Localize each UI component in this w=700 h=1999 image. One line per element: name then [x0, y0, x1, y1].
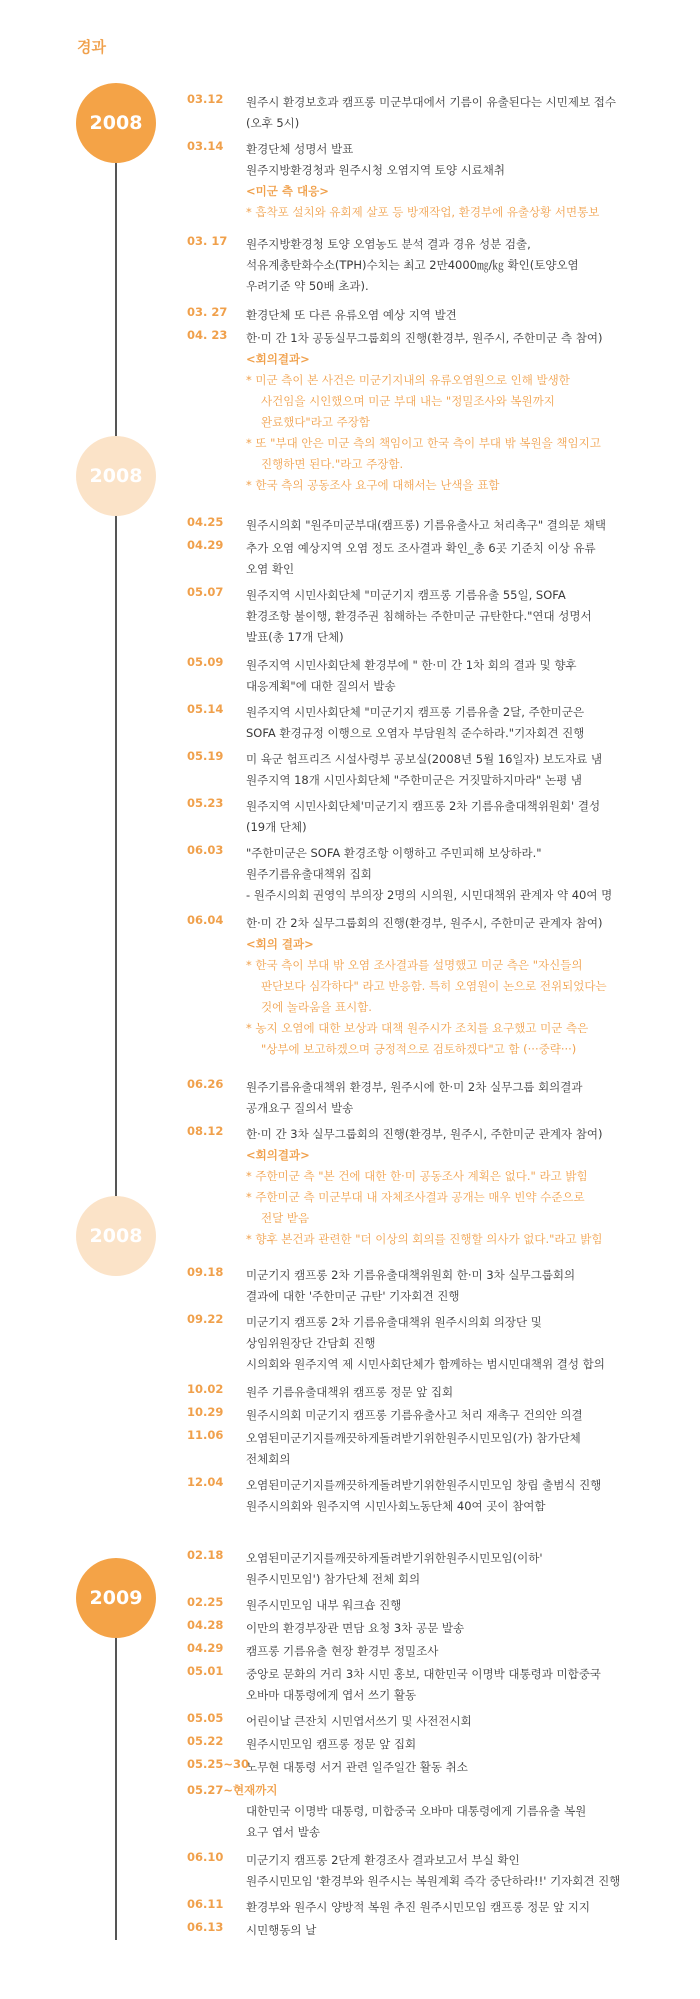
entry-line: 전체회의	[246, 1452, 291, 1466]
entry-body	[246, 1897, 686, 1918]
entry-line: 어린이날 큰잔치 시민엽서쓰기 및 사전전시회	[246, 1714, 472, 1728]
entry-line: 이만의 환경부장관 면담 요청 3차 공문 발송	[246, 1621, 465, 1635]
entry-line: 미군기지 캠프롱 2차 기름유출대책위 원주시의회 의장단 및	[246, 1315, 542, 1329]
entry-body	[246, 843, 686, 906]
entry-date: 05.14	[187, 702, 224, 716]
entry-line: 미군기지 캠프롱 2단계 환경조사 결과보고서 부실 확인	[246, 1853, 520, 1867]
entry-date: 04.28	[187, 1618, 224, 1632]
entry-line: 우려기준 약 50배 초과).	[246, 279, 369, 293]
entry-date: 10.02	[187, 1382, 224, 1396]
entry-line: 05.27~현재까지	[187, 1783, 278, 1797]
entry-body	[246, 1548, 686, 1590]
entry-body	[246, 1734, 686, 1755]
entry-line: 대한민국 이명박 대통령, 미합중국 오바마 대통령에게 기름유출 복원	[246, 1804, 587, 1818]
entry-line: 원주시민모임 내부 워크숍 진행	[246, 1598, 402, 1612]
timeline-line	[115, 125, 117, 1260]
entry-line: 원주지방환경청 토양 오염농도 분석 결과 경유 성분 검출,	[246, 237, 531, 251]
entry-date: 10.29	[187, 1405, 224, 1419]
entry-line: 원주기름유출대책위 환경부, 원주시에 한·미 2차 실무그룹 회의결과	[246, 1080, 583, 1094]
entry-date: 09.18	[187, 1265, 224, 1279]
entry-line: 캠프롱 기름유출 현장 환경부 정밀조사	[246, 1644, 439, 1658]
entry-line: 노무현 대통령 서거 관련 일주일간 활동 취소	[246, 1760, 468, 1774]
entry-note: * 농지 오염에 대한 보상과 대책 원주시가 조치를 요구했고 미군 측은	[246, 1021, 589, 1035]
entry-note: "상부에 보고하겠으며 긍정적으로 검토하겠다"고 함 (···중략···)	[261, 1042, 577, 1056]
entry-line: 원주시민모임') 참가단체 전체 회의	[246, 1572, 421, 1586]
entry-line: 상임위원장단 간담회 진행	[246, 1336, 376, 1350]
entry-date: 05.22	[187, 1734, 224, 1748]
entry-subheading: <회의결과>	[246, 1148, 310, 1162]
entry-body	[246, 1757, 686, 1778]
entry-date: 06.13	[187, 1920, 224, 1934]
entry-line: 원주 기름유출대책위 캠프롱 정문 앞 집회	[246, 1385, 454, 1399]
entry-line: 원주시민모임 '환경부와 원주시는 복원계획 즉각 중단하라!!' 기자회견 진행	[246, 1874, 621, 1888]
entry-line: 오염 확인	[246, 562, 295, 576]
entry-body	[246, 305, 686, 326]
entry-date: 05.25~30	[187, 1757, 250, 1771]
entry-note: * 주한미군 측 "본 건에 대한 한·미 공동조사 계획은 없다." 라고 밝힘	[246, 1169, 588, 1183]
entry-line: 오염된미군기지를깨끗하게돌려받기위한원주시민모임 창립 출범식 진행	[246, 1478, 602, 1492]
entry-note: * 향후 본건과 관련한 "더 이상의 회의를 진행할 의사가 없다."라고 밝힘	[246, 1232, 603, 1246]
entry-note: * 흡착포 설치와 유회제 살포 등 방재작업, 환경부에 유출상황 서면통보	[246, 205, 600, 219]
entry-body	[246, 538, 686, 580]
entry-line: 원주지역 18개 시민사회단체 "주한미군은 거짓말하지마라" 논평 냄	[246, 773, 582, 787]
entry-body	[246, 655, 686, 697]
entry-body	[246, 92, 686, 134]
entry-body	[246, 1618, 686, 1639]
entry-line: 원주지역 시민사회단체'미군기지 캠프롱 2차 기름유출대책위원회' 결성	[246, 799, 601, 813]
entry-date: 06.11	[187, 1897, 224, 1911]
entry-date: 04.29	[187, 1641, 224, 1655]
entry-body	[246, 1405, 686, 1426]
entry-note: * 한국 측이 부대 밖 오염 조사결과를 설명했고 미군 측은 "자신들의	[246, 958, 583, 972]
entry-line: 중앙로 문화의 거리 3차 시민 홍보, 대한민국 이명박 대통령과 미합중국	[246, 1667, 601, 1681]
entry-subheading: <회의결과>	[246, 352, 310, 366]
entry-line: 오바마 대통령에게 엽서 쓰기 활동	[246, 1688, 417, 1702]
entry-date: 03.12	[187, 92, 224, 106]
entry-line: 원주지방환경청과 원주시청 오염지역 토양 시료채취	[246, 163, 506, 177]
entry-line: 원주시민모임 캠프롱 정문 앞 집회	[246, 1737, 417, 1751]
entry-line: 미 육군 험프리즈 시설사령부 공보실(2008년 5월 16일자) 보도자료 냄	[246, 752, 603, 766]
entry-date: 05.05	[187, 1711, 224, 1725]
entry-line: 한·미 간 3차 실무그룹회의 진행(환경부, 원주시, 주한미군 관계자 참여)	[246, 1127, 603, 1141]
entry-line: 대응계획"에 대한 질의서 발송	[246, 679, 396, 693]
entry-body	[246, 1850, 686, 1892]
year-badge: 2008	[76, 1196, 156, 1276]
entry-subheading: <회의 결과>	[246, 937, 314, 951]
entry-note: 것에 놀라움을 표시함.	[261, 1000, 372, 1014]
entry-body	[246, 234, 686, 297]
year-badge: 2009	[76, 1558, 156, 1638]
entry-note: 진행하면 된다."라고 주장함.	[261, 457, 404, 471]
entry-date: 12.04	[187, 1475, 224, 1489]
entry-date: 04.25	[187, 515, 224, 529]
entry-note: * 주한미군 측 미군부대 내 자체조사결과 공개는 매우 빈약 수준으로	[246, 1190, 585, 1204]
entry-note: 완료했다"라고 주장함	[261, 415, 370, 429]
section-heading: 경과	[77, 38, 106, 56]
entry-line: 공개요구 질의서 발송	[246, 1101, 354, 1115]
entry-line: 요구 엽서 발송	[246, 1825, 320, 1839]
entry-date: 09.22	[187, 1312, 224, 1326]
entry-line: 원주시의회와 원주지역 시민사회노동단체 40여 곳이 참여함	[246, 1499, 546, 1513]
entry-date: 05.07	[187, 585, 224, 599]
entry-date: 11.06	[187, 1428, 224, 1442]
entry-note: 판단보다 심각하다" 라고 반응함. 특히 오염원이 논으로 전위되었다는	[261, 979, 607, 993]
entry-line: - 원주시의회 권영익 부의장 2명의 시의원, 시민대책위 관계자 약 40여 명	[246, 888, 613, 902]
entry-line: 환경단체 성명서 발표	[246, 142, 354, 156]
entry-line: 미군기지 캠프롱 2차 기름유출대책위원회 한·미 3차 실무그룹회의	[246, 1268, 576, 1282]
entry-line: 발표(총 17개 단체)	[246, 630, 344, 644]
entry-date: 06.04	[187, 913, 224, 927]
entry-line: (오후 5시)	[246, 116, 300, 130]
entry-body	[246, 1077, 686, 1119]
entry-line: 오염된미군기지를깨끗하게돌려받기위한원주시민모임(이하'	[246, 1551, 543, 1565]
entry-body	[246, 515, 686, 536]
entry-line: 환경조항 불이행, 환경주권 침해하는 주한미군 규탄한다."연대 성명서	[246, 609, 592, 623]
entry-line: 원주시의회 "원주미군부대(캠프롱) 기름유출사고 처리촉구" 결의문 채택	[246, 518, 606, 532]
entry-line: 환경단체 또 다른 유류오염 예상 지역 발견	[246, 308, 457, 322]
entry-body	[246, 585, 686, 648]
entry-line: 원주지역 시민사회단체 "미군기지 캠프롱 기름유출 2달, 주한미군은	[246, 705, 585, 719]
entry-date: 03. 17	[187, 234, 228, 248]
entry-note: 전달 받음	[261, 1211, 310, 1225]
entry-body	[246, 1711, 686, 1732]
entry-line: 석유계총탄화수소(TPH)수치는 최고 2만4000㎎/㎏ 확인(토양오염	[246, 258, 579, 272]
entry-date: 05.09	[187, 655, 224, 669]
entry-date: 03. 27	[187, 305, 228, 319]
entry-body	[246, 139, 686, 223]
entry-date: 05.19	[187, 749, 224, 763]
entry-date: 06.03	[187, 843, 224, 857]
entry-body	[246, 1920, 686, 1941]
entry-body	[246, 1312, 686, 1375]
year-badge: 2008	[76, 436, 156, 516]
entry-body	[246, 1641, 686, 1662]
entry-note: * 한국 측의 공동조사 요구에 대해서는 난색을 표함	[246, 478, 500, 492]
entry-date: 05.23	[187, 796, 224, 810]
entry-line: 원주기름유출대책위 집회	[246, 867, 372, 881]
entry-body	[246, 1265, 686, 1307]
entry-line: 추가 오염 예상지역 오염 정도 조사결과 확인_총 6곳 기준치 이상 유류	[246, 541, 596, 555]
entry-body	[246, 913, 686, 1060]
entry-date: 05.01	[187, 1664, 224, 1678]
entry-date: 02.18	[187, 1548, 224, 1562]
entry-line: SOFA 환경규정 이행으로 오염자 부담원칙 준수하라."기자회견 진행	[246, 726, 585, 740]
entry-line: 원주지역 시민사회단체 환경부에 " 한·미 간 1차 회의 결과 및 향후	[246, 658, 577, 672]
entry-line: 원주시의회 미군기지 캠프롱 기름유출사고 처리 재촉구 건의안 의결	[246, 1408, 583, 1422]
entry-date: 08.12	[187, 1124, 224, 1138]
entry-date: 04.29	[187, 538, 224, 552]
entry-date: 02.25	[187, 1595, 224, 1609]
entry-body	[246, 702, 686, 744]
entry-body	[246, 1382, 686, 1403]
entry-line: 원주시 환경보호과 캠프롱 미군부대에서 기름이 유출된다는 시민제보 접수	[246, 95, 616, 109]
entry-line: (19개 단체)	[246, 820, 307, 834]
entry-note: 사건임을 시인했으며 미군 부대 내는 "정밀조사와 복원까지	[261, 394, 555, 408]
entry-date: 06.10	[187, 1850, 224, 1864]
entry-body	[246, 796, 686, 838]
entry-line: 한·미 간 1차 공동실무그룹회의 진행(환경부, 원주시, 주한미군 측 참여)	[246, 331, 603, 345]
year-badge: 2008	[76, 83, 156, 163]
entry-line: 환경부와 원주시 양방적 복원 추진 원주시민모임 캠프롱 정문 앞 지지	[246, 1900, 590, 1914]
entry-body	[246, 328, 686, 496]
entry-note: * 미군 측이 본 사건은 미군기지내의 유류오염원으로 인해 발생한	[246, 373, 570, 387]
entry-line: 시민행동의 날	[246, 1923, 317, 1937]
entry-body	[246, 1475, 686, 1517]
entry-note: * 또 "부대 안은 미군 측의 책임이고 한국 측이 부대 밖 복원을 책임지고	[246, 436, 601, 450]
entry-date: 03.14	[187, 139, 224, 153]
entry-line: 한·미 간 2차 실무그룹회의 진행(환경부, 원주시, 주한미군 관계자 참여)	[246, 916, 603, 930]
entry-body	[246, 749, 686, 791]
entry-body	[246, 1428, 686, 1470]
entry-date: 04. 23	[187, 328, 228, 342]
entry-body	[246, 1595, 686, 1616]
entry-line: 원주지역 시민사회단체 "미군기지 캠프롱 기름유출 55일, SOFA	[246, 588, 566, 602]
entry-body	[246, 1664, 686, 1706]
entry-body	[246, 1124, 686, 1250]
entry-body	[187, 1780, 686, 1843]
entry-line: 오염된미군기지를깨끗하게돌려받기위한원주시민모임(가) 참가단체	[246, 1431, 581, 1445]
entry-line: 시의회와 원주지역 제 시민사회단체가 함께하는 범시민대책위 결성 합의	[246, 1357, 605, 1371]
entry-subheading: <미군 측 대응>	[246, 184, 329, 198]
entry-line: 결과에 대한 '주한미군 규탄' 기자회견 진행	[246, 1289, 460, 1303]
entry-date: 06.26	[187, 1077, 224, 1091]
entry-line: "주한미군은 SOFA 환경조항 이행하고 주민피해 보상하라."	[246, 846, 542, 860]
